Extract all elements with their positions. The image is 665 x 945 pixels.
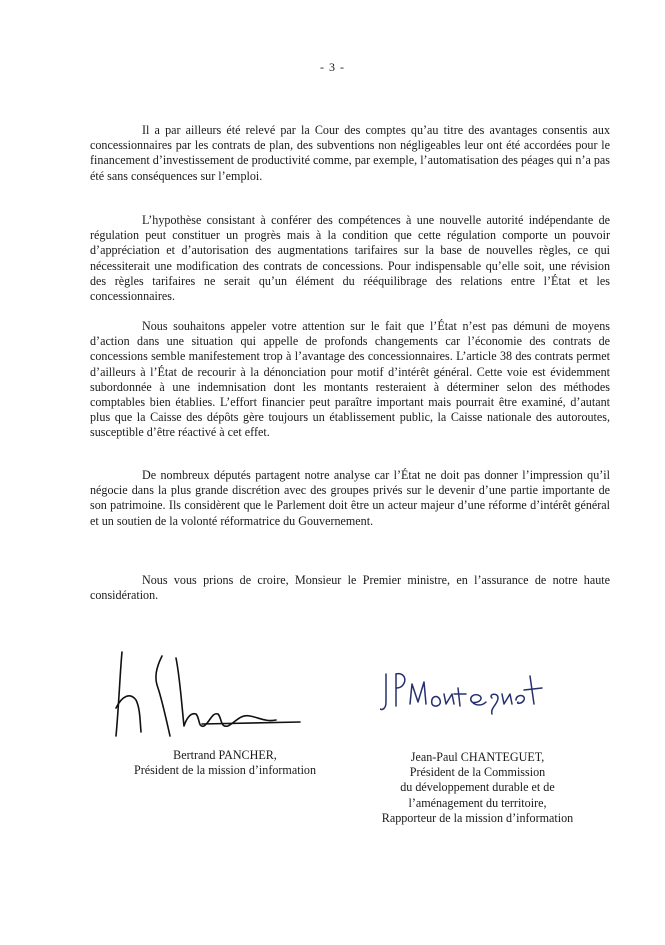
paragraph-moyens-action: Nous souhaitons appeler votre attention sur le fait que l’État n’est pas démuni de moyens d’action dans une situation qui appelle de profonds changements car l’économie des contrats de concessions semble manifestement trop à l’avantage des concessionnaires. L’article 38 des contrats permet d’ailleurs à l’État de recourir à la dénonciation pour motif d’intérêt général. Cette voie est évidemment subordonnée à une indemnisation dont les montants resteraient à déterminer selon des méthodes comptables bien établies. L’effort financier peut paraître important mais pourrait être examiné, d’autant plus que la Caisse des dépôts gère toujours un établissement public, la Caisse nationale des autoroutes, susceptible d’être réactivé à cet effet. (90, 319, 610, 440)
paragraph-autorite-regulation: L’hypothèse consistant à conférer des compétences à une nouvelle autorité indépendante de régulation peut constituer un progrès mais à la condition que cette régulation comporte un pouvoir d’appréciation et d’autorisation des augmentations tarifaires sur la base de nouvelles règles, ce qui nécessiterait une modification des contrats de concessions. Pour indispensable qu’elle soit, une révision des règles tarifaires ne serait qu’un élément du rééquilibrage des relations entre l’État et les concessionnaires. (90, 213, 610, 304)
paragraph-cour-des-comptes: Il a par ailleurs été relevé par la Cour des comptes qu’au titre des avantages consentis aux concessionnaires par les contrats de plan, des subventions non négligeables leur ont été accordées pour le financement d’investissement de productivité comme, par exemple, l’automatisation des péages qui n’a pas été sans conséquences sur l’emploi. (90, 123, 610, 183)
signer-name: Jean-Paul CHANTEGUET, (410, 750, 545, 764)
signer-title: du développement durable et de (400, 780, 555, 795)
signer-title: Président de la Commission (409, 765, 546, 780)
signer-title: Président de la mission d’information (133, 763, 317, 778)
signature-pancher-icon (110, 648, 305, 743)
signature-block-pancher (120, 748, 330, 778)
signer-title: l’aménagement du territoire, (408, 795, 547, 810)
signature-block-chanteguet (355, 750, 600, 826)
signer-title: Rapporteur de la mission d’information (381, 810, 574, 825)
page-number: - 3 - (320, 60, 345, 74)
paragraph-deputes-analyse: De nombreux députés partagent notre analyse car l’État ne doit pas donner l’impression qu’il négocie dans la plus grande discrétion avec des groupes privés sur le devenir d’une partie importante de son patrimoine. Ils considèrent que le Parlement doit être un acteur majeur d’une réforme d’intérêt général et un soutien de la volonté réformatrice du Gouvernement. (90, 468, 610, 528)
signature-chanteguet-icon (380, 668, 545, 716)
paragraph-formule-politesse: Nous vous prions de croire, Monsieur le Premier ministre, en l’assurance de notre haute considération. (90, 573, 610, 603)
signer-name: Bertrand PANCHER, (173, 748, 277, 762)
